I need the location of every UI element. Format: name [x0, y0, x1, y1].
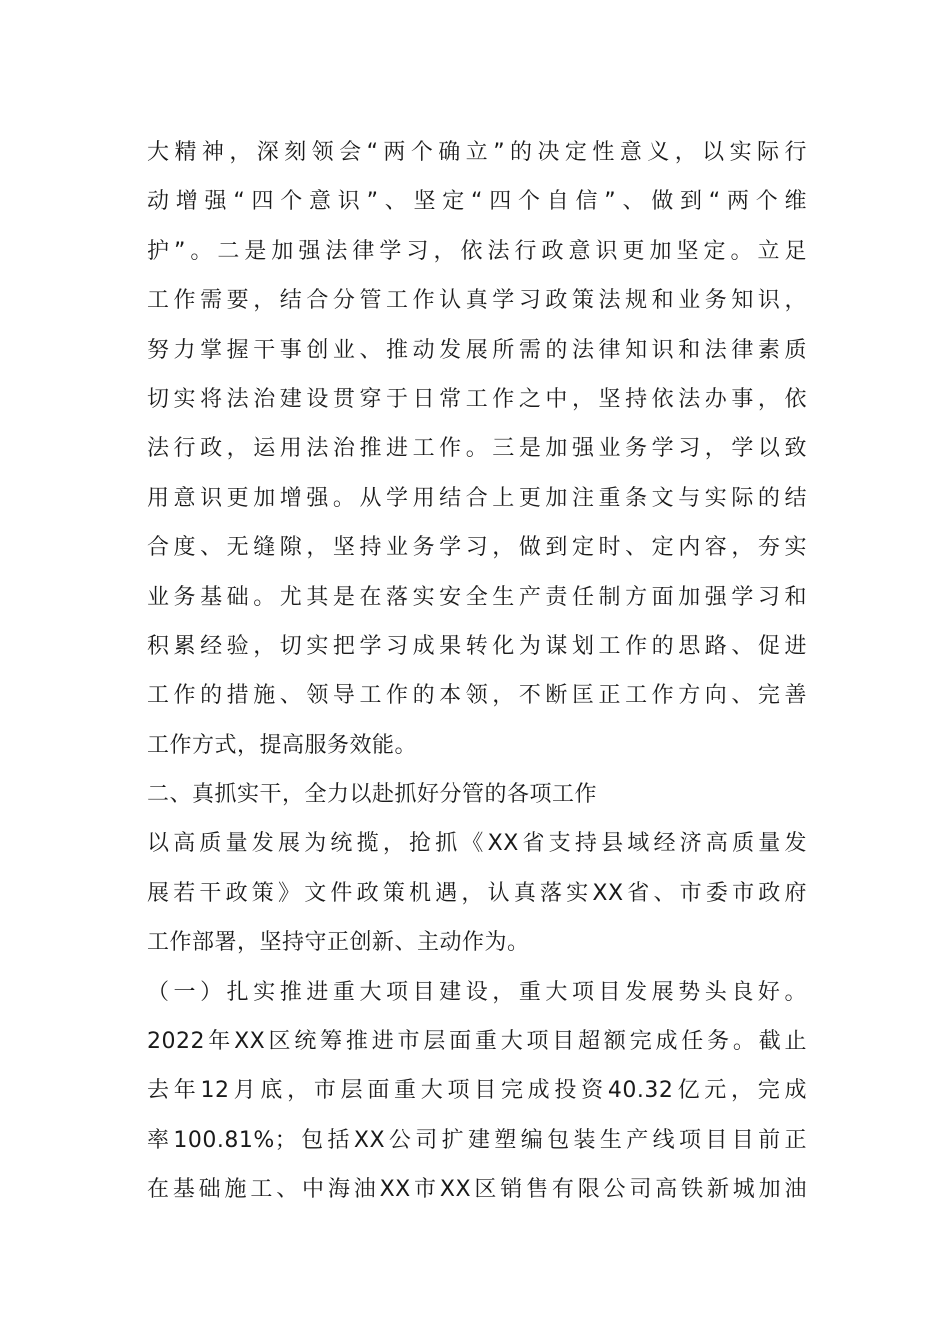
subsection-heading: （一）扎实推进重大项目建设，重大项目发展势头良好。: [147, 979, 807, 1005]
text-line: 工作需要，结合分管工作认真学习政策法规和业务知识，: [147, 288, 807, 314]
text-line: 切实将法治建设贯穿于日常工作之中，坚持依法办事，依: [147, 386, 807, 412]
document-body: [147, 128, 807, 1215]
text-line: 积累经验，切实把学习成果转化为谋划工作的思路、促进: [147, 633, 807, 659]
text-line: 业务基础。尤其是在落实安全生产责任制方面加强学习和: [147, 584, 807, 610]
text-line: 率100.81%；包括XX公司扩建塑编包装生产线项目目前正: [147, 1127, 807, 1153]
text-line: 护”。二是加强法律学习，依法行政意识更加坚定。立足: [147, 238, 807, 264]
text-line: 展若干政策》文件政策机遇，认真落实XX省、市委市政府: [147, 880, 807, 906]
text-line: 在基础施工、中海油XX市XX区销售有限公司高铁新城加油: [147, 1177, 807, 1203]
text-line: 以高质量发展为统揽，抢抓《XX省支持县域经济高质量发: [147, 831, 807, 857]
text-line: 工作的措施、领导工作的本领，不断匡正工作方向、完善: [147, 683, 807, 709]
text-line: 法行政，运用法治推进工作。三是加强业务学习，学以致: [147, 436, 807, 462]
text-line: 合度、无缝隙，坚持业务学习，做到定时、定内容，夯实: [147, 535, 807, 561]
text-line: 用意识更加增强。从学用结合上更加注重条文与实际的结: [147, 485, 807, 511]
text-line: 大精神，深刻领会“两个确立”的决定性意义，以实际行: [147, 140, 807, 165]
text-line: 工作方式，提高服务效能。: [147, 732, 418, 758]
text-line: 动增强“四个意识”、坚定“四个自信”、做到“两个维: [147, 189, 807, 215]
text-line: 2022年XX区统筹推进市层面重大项目超额完成任务。截止: [147, 1029, 807, 1055]
text-line: 工作部署，坚持守正创新、主动作为。: [147, 930, 530, 956]
section-heading: 二、真抓实干，全力以赴抓好分管的各项工作: [147, 782, 598, 808]
text-line: 去年12月底，市层面重大项目完成投资40.32亿元，完成: [147, 1078, 807, 1104]
text-line: 努力掌握干事创业、推动发展所需的法律知识和法律素质: [147, 337, 807, 363]
